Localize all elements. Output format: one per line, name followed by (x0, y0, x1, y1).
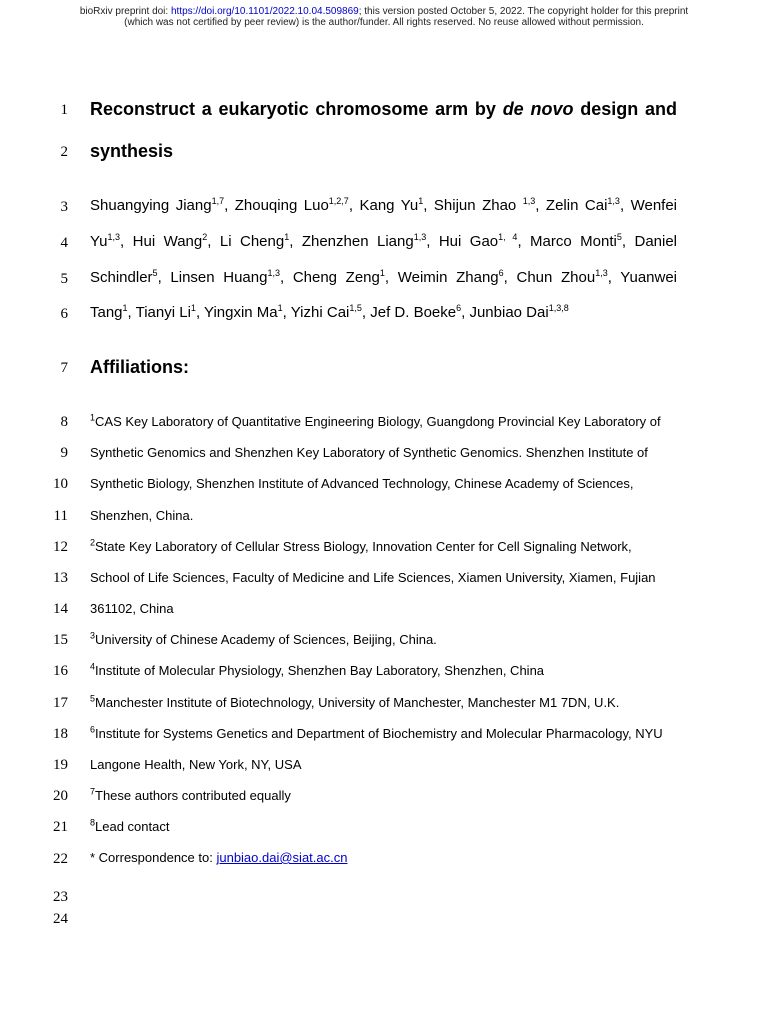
header-line-2: (which was not certified by peer review) is the author/funder. All rights reserved. No reuse allowed without permission. (124, 17, 644, 28)
line-number: 8 (60, 414, 68, 430)
line-number: 19 (53, 757, 68, 773)
affiliation-line: Synthetic Biology, Shenzhen Institute of Advanced Technology, Chinese Academy of Sciences, (90, 476, 634, 491)
line-number: 3 (60, 199, 68, 215)
line-number: 23 (53, 889, 68, 905)
line-number: 17 (53, 695, 68, 711)
line-number: 10 (53, 476, 68, 492)
correspondence-label: * Correspondence to: (90, 850, 217, 865)
affiliation-line: Synthetic Genomics and Shenzhen Key Laboratory of Synthetic Genomics. Shenzhen Institute of (90, 445, 648, 460)
affiliation-line: School of Life Sciences, Faculty of Medicine and Life Sciences, Xiamen University, Xiamen, Fujian (90, 570, 656, 585)
author-line: Tang$^1$, Tianyi Li$^1$, Yingxin Ma$^1$, Yizhi Cai$^{1,5}$, Jef D. Boeke$^6$, Junbiao Dai$^{1,3,8}$ (90, 303, 569, 321)
correspondence-email[interactable]: junbiao.dai@siat.ac.cn (216, 850, 348, 865)
title-line-2: synthesis (90, 141, 174, 161)
line-number: 12 (53, 539, 68, 555)
line-number: 14 (53, 601, 68, 617)
line-number: 24 (53, 911, 68, 927)
doi-link[interactable]: https://doi.org/10.1101/2022.10.04.509869 (170, 6, 359, 17)
affiliation-line: $^1$CAS Key Laboratory of Quantitative Engineering Biology, Guangdong Provincial Key Laboratory of (90, 412, 661, 429)
affiliations-heading: Affiliations: (90, 357, 189, 377)
affiliation-line: $^3$University of Chinese Academy of Sciences, Beijing, China. (90, 630, 437, 647)
title-text-end: design and (573, 99, 677, 119)
line-number: 22 (53, 851, 68, 867)
affiliation-line: $^5$Manchester Institute of Biotechnology, University of Manchester, Manchester M1 7DN, U.K. (90, 693, 620, 710)
line-number: 9 (60, 445, 68, 461)
header-line-1 (0, 6, 768, 17)
affiliation-line: $^4$Institute of Molecular Physiology, Shenzhen Bay Laboratory, Shenzhen, China (90, 661, 545, 678)
line-number: 6 (60, 306, 68, 322)
line-number: 7 (60, 360, 68, 376)
line-number: 16 (53, 663, 68, 679)
line-number: 2 (60, 144, 68, 160)
author-line: Shuangying Jiang$^{1,7}$, Zhouqing Luo$^{1,2,7}$, Kang Yu$^1$, Shijun Zhao $^{1,3}$, Zelin Cai$^{1,3}$, Wenfei (90, 196, 677, 214)
affiliation-line: $^8$Lead contact (90, 817, 170, 834)
title-line-1 (90, 99, 677, 120)
line-number: 20 (53, 788, 68, 804)
affiliation-line: $^7$These authors contributed equally (90, 786, 291, 803)
line-number: 1 (60, 102, 68, 118)
line-number: 15 (53, 632, 68, 648)
author-line: Yu$^{1,3}$, Hui Wang$^2$, Li Cheng$^1$, Zhenzhen Liang$^{1,3}$, Hui Gao$^{1, 4}$, Marco Monti$^5$, Daniel (90, 232, 678, 250)
line-number: 5 (60, 271, 68, 287)
header-suffix: ; this version posted October 5, 2022. The copyright holder for this preprint (358, 6, 689, 17)
affiliation-line: $^6$Institute for Systems Genetics and Department of Biochemistry and Molecular Pharmacology, NYU (90, 724, 663, 741)
line-number: 4 (60, 235, 68, 251)
title-italic: de novo (502, 99, 574, 119)
line-number: 21 (53, 819, 68, 835)
line-number: 18 (53, 726, 68, 742)
line-number: 11 (53, 508, 68, 524)
affiliation-line: Langone Health, New York, NY, USA (90, 757, 302, 772)
correspondence (90, 850, 677, 865)
header-prefix: bioRxiv preprint doi: (79, 6, 171, 17)
preprint-header (0, 6, 768, 28)
author-line: Schindler$^5$, Linsen Huang$^{1,3}$, Cheng Zeng$^1$, Weimin Zhang$^6$, Chun Zhou$^{1,3}$, Yuanwei (90, 268, 678, 286)
line-number: 13 (53, 570, 68, 586)
affiliation-line: Shenzhen, China. (90, 508, 194, 523)
affiliation-line: $^2$State Key Laboratory of Cellular Stress Biology, Innovation Center for Cell Signaling Network, (90, 537, 632, 554)
affiliation-line: 361102, China (90, 601, 174, 616)
title-text: Reconstruct a eukaryotic chromosome arm by (90, 99, 503, 119)
